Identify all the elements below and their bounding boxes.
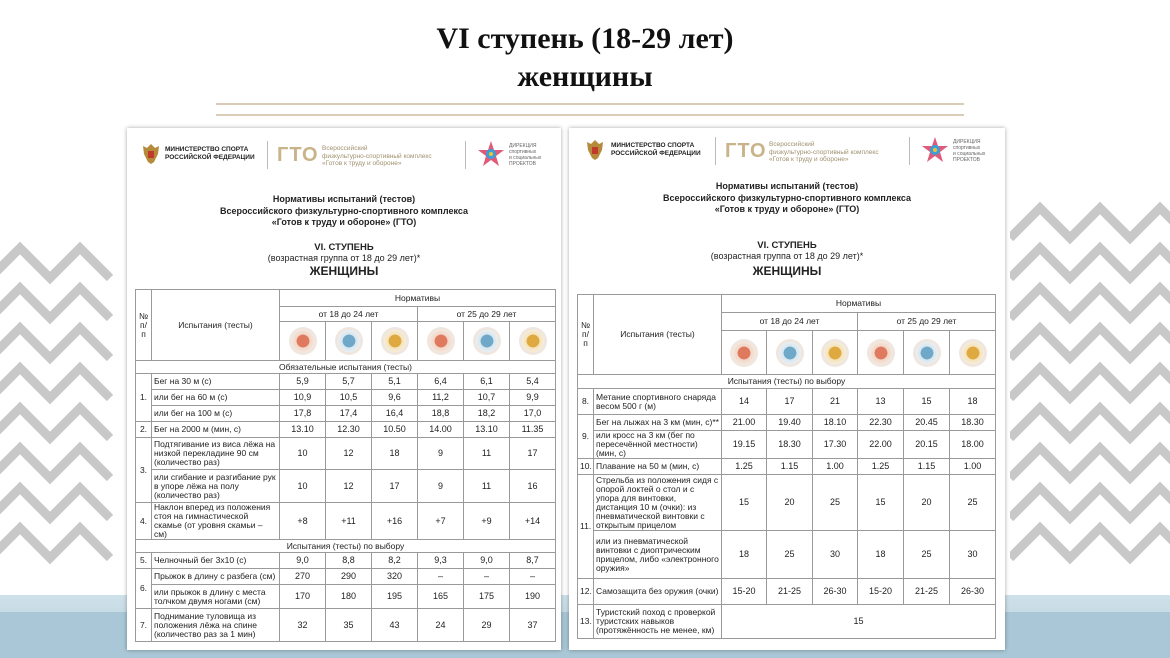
norm-value: 1.15 — [767, 459, 813, 475]
test-name: Подтягивание из виса лёжа на низкой перекладине 90 см (количество раз) — [152, 438, 280, 470]
norm-value: 9 — [418, 438, 464, 470]
norm-value: 13 — [858, 389, 904, 415]
norm-value: 13.10 — [464, 422, 510, 438]
row-number: 2. — [136, 422, 152, 438]
norm-value: 20 — [767, 475, 813, 531]
header-norms: Нормативы — [722, 295, 996, 313]
slide-title — [0, 20, 1170, 96]
norm-value: +9 — [464, 503, 510, 540]
norm-value: 8,7 — [510, 553, 556, 569]
test-name: Плавание на 50 м (мин, с) — [594, 459, 722, 475]
norm-value: 29 — [464, 609, 510, 642]
norm-value: 5,7 — [326, 374, 372, 390]
norm-value: 17 — [767, 389, 813, 415]
norm-value: 18.30 — [950, 415, 996, 431]
norm-value: 21-25 — [904, 579, 950, 605]
norm-value: 26-30 — [813, 579, 858, 605]
norm-value: 30 — [950, 531, 996, 579]
silver-badge-icon — [476, 330, 498, 352]
norm-value: 17,0 — [510, 406, 556, 422]
slide-title-line-2: женщины — [517, 60, 653, 93]
header-num: № п/п — [578, 295, 594, 375]
gold-badge-cell — [950, 331, 996, 375]
norm-value: 37 — [510, 609, 556, 642]
silver-badge-cell — [464, 322, 510, 361]
silver-badge-cell — [767, 331, 813, 375]
gold-badge-cell — [510, 322, 556, 361]
header-norms: Нормативы — [280, 290, 556, 307]
norm-value: 22.00 — [858, 431, 904, 459]
gold-badge-icon — [962, 342, 984, 364]
test-name: Бег на 2000 м (мин, с) — [152, 422, 280, 438]
test-name: Метание спортивного снаряда весом 500 г (м) — [594, 389, 722, 415]
norm-value: 175 — [464, 585, 510, 609]
norm-value: +7 — [418, 503, 464, 540]
norm-value: 6,1 — [464, 374, 510, 390]
bronze-badge-icon — [870, 342, 892, 364]
norm-value: 18 — [858, 531, 904, 579]
gto-logo: ГТО — [277, 144, 319, 166]
norm-value: 9,0 — [280, 553, 326, 569]
header-num: № п/п — [136, 290, 152, 361]
header-separator — [267, 141, 268, 169]
gto-caption: Всероссийский физкультурно-спортивный комплекс «Готов к труду и обороне» — [769, 141, 879, 163]
norm-value: 15 — [858, 475, 904, 531]
norm-value: 5,1 — [372, 374, 418, 390]
norm-value: 12.30 — [326, 422, 372, 438]
gold-badge-icon — [522, 330, 544, 352]
norm-value: 1.15 — [904, 459, 950, 475]
row-number: 4. — [136, 503, 152, 540]
norm-value: 22.30 — [858, 415, 904, 431]
gto-caption: Всероссийский физкультурно-спортивный комплекс «Готов к труду и обороне» — [322, 145, 432, 167]
norm-value: 32 — [280, 609, 326, 642]
silver-badge-icon — [916, 342, 938, 364]
document-title: Нормативы испытаний (тестов) Всероссийского физкультурно-спортивного комплекса «Готов к труду и обороне» (ГТО) — [663, 181, 911, 214]
zigzag-decoration-left — [0, 238, 118, 608]
page-header — [127, 128, 561, 178]
document-title: Нормативы испытаний (тестов) Всероссийского физкультурно-спортивного комплекса «Готов к труду и обороне» (ГТО) — [220, 194, 468, 227]
norm-value: +14 — [510, 503, 556, 540]
ministry-name: МИНИСТЕРСТВО СПОРТА РОССИЙСКОЙ ФЕДЕРАЦИИ — [165, 146, 255, 161]
norm-value: 195 — [372, 585, 418, 609]
norm-value: 165 — [418, 585, 464, 609]
silver-badge-icon — [779, 342, 801, 364]
norm-value: 11.35 — [510, 422, 556, 438]
section-mandatory: Обязательные испытания (тесты) — [136, 361, 556, 374]
row-number: 3. — [136, 438, 152, 503]
test-name: Челночный бег 3х10 (с) — [152, 553, 280, 569]
norm-value: 190 — [510, 585, 556, 609]
norm-value: 180 — [326, 585, 372, 609]
row-number: 12. — [578, 579, 594, 605]
test-name: или прыжок в длину с места толчком двумя ногами (см) — [152, 585, 280, 609]
silver-badge-cell — [326, 322, 372, 361]
norm-value: 17 — [510, 438, 556, 470]
norm-value: 18.30 — [767, 431, 813, 459]
norm-value: 21.00 — [722, 415, 767, 431]
norm-value: 20.15 — [904, 431, 950, 459]
page-header — [569, 128, 1005, 178]
norm-value: 18,8 — [418, 406, 464, 422]
bronze-badge-cell — [280, 322, 326, 361]
norm-value: 25 — [904, 531, 950, 579]
norm-value: 8,2 — [372, 553, 418, 569]
row-number: 6. — [136, 569, 152, 609]
norm-value: 43 — [372, 609, 418, 642]
norm-value: 21 — [813, 389, 858, 415]
norm-value: 14 — [722, 389, 767, 415]
norm-value: 9 — [418, 470, 464, 503]
norm-value: 8,8 — [326, 553, 372, 569]
row-number: 13. — [578, 605, 594, 639]
norm-value: 19.40 — [767, 415, 813, 431]
row-number: 8. — [578, 389, 594, 415]
norm-value: +16 — [372, 503, 418, 540]
norm-value: 16,4 — [372, 406, 418, 422]
header-age-1: от 18 до 24 лет — [722, 313, 858, 331]
norm-value: 19.15 — [722, 431, 767, 459]
norm-value: 5,4 — [510, 374, 556, 390]
norm-value: 24 — [418, 609, 464, 642]
norm-value: 9,6 — [372, 390, 418, 406]
ministry-emblem-icon — [585, 138, 605, 162]
slide-title-line-1: VI ступень (18-29 лет) — [436, 22, 734, 55]
test-name: Туристский поход с проверкой туристских навыков (протяжённость не менее, км) — [594, 605, 722, 639]
bronze-badge-cell — [418, 322, 464, 361]
header-age-1: от 18 до 24 лет — [280, 307, 418, 322]
norm-value: 11,2 — [418, 390, 464, 406]
norm-value: 1.00 — [950, 459, 996, 475]
row-number: 1. — [136, 374, 152, 422]
norms-table-left — [135, 289, 556, 642]
norm-value: 9,9 — [510, 390, 556, 406]
norm-value: – — [510, 569, 556, 585]
norm-value: 9,3 — [418, 553, 464, 569]
header-age-2: от 25 до 29 лет — [418, 307, 556, 322]
test-name: или сгибание и разгибание рук в упоре лёжа на полу (количество раз) — [152, 470, 280, 503]
norm-value: 15-20 — [858, 579, 904, 605]
test-name: Стрельба из положения сидя с опорой локтей о стол и с упора для винтовки, дистанция 10 м (очки): из пневматической винтовки с открытым прицелом — [594, 475, 722, 531]
norm-value: 20 — [904, 475, 950, 531]
norm-value: 30 — [813, 531, 858, 579]
test-name: или кросс на 3 км (бег по пересечённой местности) (мин, с) — [594, 431, 722, 459]
header-separator — [465, 141, 466, 169]
norm-value: 170 — [280, 585, 326, 609]
silver-badge-icon — [338, 330, 360, 352]
header-age-2: от 25 до 29 лет — [858, 313, 996, 331]
test-name: Прыжок в длину с разбега (см) — [152, 569, 280, 585]
directorate-name: ДИРЕКЦИЯ спортивных и социальных ПРОЕКТОВ — [509, 143, 542, 167]
row-number: 10. — [578, 459, 594, 475]
gold-badge-icon — [824, 342, 846, 364]
section-optional: Испытания (тесты) по выбору — [578, 375, 996, 389]
test-name: Самозащита без оружия (очки) — [594, 579, 722, 605]
row-number: 5. — [136, 553, 152, 569]
norm-value: 18 — [950, 389, 996, 415]
norm-value: 12 — [326, 438, 372, 470]
row-number: 7. — [136, 609, 152, 642]
norm-value: 20.45 — [904, 415, 950, 431]
norm-value: 9,0 — [464, 553, 510, 569]
norm-value: 26-30 — [950, 579, 996, 605]
norm-value: – — [418, 569, 464, 585]
bronze-badge-cell — [858, 331, 904, 375]
norm-value: 10 — [280, 438, 326, 470]
divider-top — [216, 103, 964, 105]
test-name: Наклон вперед из положения стоя на гимнастической скамье (от уровня скамьи – см) — [152, 503, 280, 540]
norm-value: 15 — [722, 475, 767, 531]
norm-value: 18.10 — [813, 415, 858, 431]
header-separator — [909, 137, 910, 165]
gender-heading: ЖЕНЩИНЫ — [752, 264, 822, 278]
norm-value: 18 — [722, 531, 767, 579]
stage-heading: VI. СТУПЕНЬ (возрастная группа от 18 до 29 лет)* — [710, 240, 864, 261]
header-test: Испытания (тесты) — [594, 295, 722, 375]
norm-value: 11 — [464, 470, 510, 503]
test-name: Бег на лыжах на 3 км (мин, с)** — [594, 415, 722, 431]
norm-value: 25 — [813, 475, 858, 531]
norm-value: 18.00 — [950, 431, 996, 459]
norm-value: 21-25 — [767, 579, 813, 605]
norm-value: 320 — [372, 569, 418, 585]
norm-value: 15-20 — [722, 579, 767, 605]
document-page-left — [127, 128, 561, 650]
norms-table-right — [577, 294, 996, 639]
norm-value: 11 — [464, 438, 510, 470]
header-test: Испытания (тесты) — [152, 290, 280, 361]
divider-bottom — [216, 114, 964, 116]
test-name: или бег на 100 м (с) — [152, 406, 280, 422]
directorate-star-icon — [921, 136, 949, 164]
norm-value: 14.00 — [418, 422, 464, 438]
norm-value: 17 — [372, 470, 418, 503]
silver-badge-cell — [904, 331, 950, 375]
norm-value: +8 — [280, 503, 326, 540]
norm-value: 10,9 — [280, 390, 326, 406]
norm-value: 10 — [280, 470, 326, 503]
norm-value: 25 — [950, 475, 996, 531]
test-name: или бег на 60 м (с) — [152, 390, 280, 406]
document-page-right — [569, 128, 1005, 650]
gto-logo: ГТО — [725, 140, 767, 162]
norm-value: 10.50 — [372, 422, 418, 438]
norm-value: 6,4 — [418, 374, 464, 390]
header-separator — [715, 137, 716, 165]
norm-value: 1.25 — [858, 459, 904, 475]
section-optional: Испытания (тесты) по выбору — [136, 540, 556, 553]
test-name: Поднимание туловища из положения лёжа на спине (количество раз за 1 мин) — [152, 609, 280, 642]
norm-value: 17,8 — [280, 406, 326, 422]
norm-value: 10,5 — [326, 390, 372, 406]
row-number: 11. — [578, 475, 594, 579]
norm-value: 12 — [326, 470, 372, 503]
norm-value: 15 — [904, 389, 950, 415]
stage-heading: VI. СТУПЕНЬ (возрастная группа от 18 до 29 лет)* — [267, 242, 421, 263]
test-name: или из пневматической винтовки с диоптрическим прицелом, либо «электронного оружия» — [594, 531, 722, 579]
norm-value: 290 — [326, 569, 372, 585]
gold-badge-cell — [813, 331, 858, 375]
norm-value: 5,9 — [280, 374, 326, 390]
norm-value: 15 — [722, 605, 996, 639]
directorate-name: ДИРЕКЦИЯ спортивных и социальных ПРОЕКТОВ — [953, 139, 986, 163]
gold-badge-cell — [372, 322, 418, 361]
norm-value: 17.30 — [813, 431, 858, 459]
bronze-badge-icon — [430, 330, 452, 352]
test-name: Бег на 30 м (с) — [152, 374, 280, 390]
norm-value: 17,4 — [326, 406, 372, 422]
norm-value: +11 — [326, 503, 372, 540]
norm-value: 10,7 — [464, 390, 510, 406]
norm-value: 16 — [510, 470, 556, 503]
bronze-badge-cell — [722, 331, 767, 375]
bronze-badge-icon — [733, 342, 755, 364]
norm-value: 13.10 — [280, 422, 326, 438]
zigzag-decoration-right — [1010, 198, 1170, 608]
norm-value: – — [464, 569, 510, 585]
bronze-badge-icon — [292, 330, 314, 352]
norm-value: 1.25 — [722, 459, 767, 475]
norm-value: 18 — [372, 438, 418, 470]
ministry-name: МИНИСТЕРСТВО СПОРТА РОССИЙСКОЙ ФЕДЕРАЦИИ — [611, 142, 701, 157]
norm-value: 35 — [326, 609, 372, 642]
norm-value: 270 — [280, 569, 326, 585]
row-number: 9. — [578, 415, 594, 459]
norm-value: 1.00 — [813, 459, 858, 475]
norm-value: 18,2 — [464, 406, 510, 422]
directorate-star-icon — [477, 140, 505, 168]
ministry-emblem-icon — [141, 142, 161, 166]
gold-badge-icon — [384, 330, 406, 352]
norm-value: 25 — [767, 531, 813, 579]
gender-heading: ЖЕНЩИНЫ — [309, 264, 379, 278]
